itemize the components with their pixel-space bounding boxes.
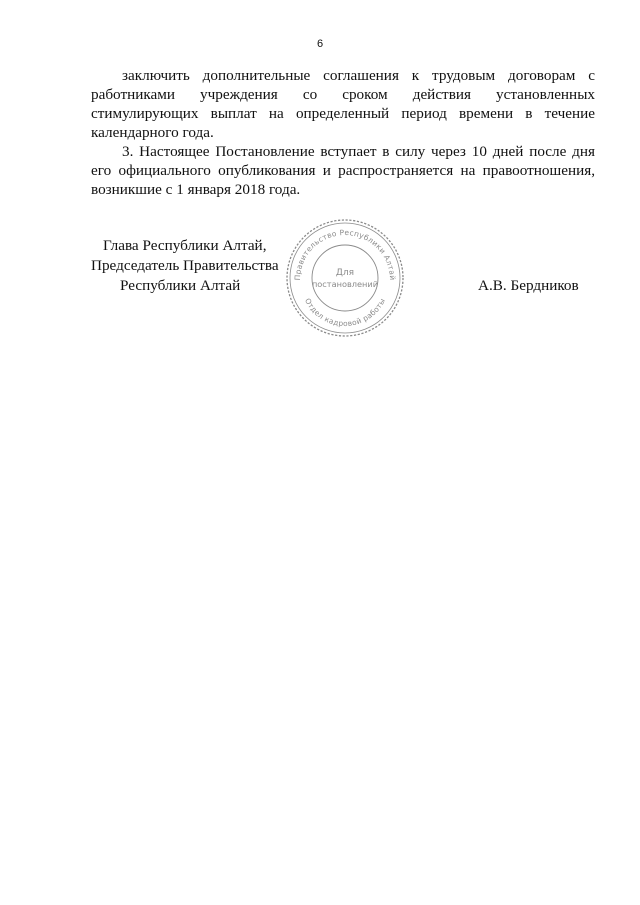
seal-outer-text-bottom: Отдел кадровой работы xyxy=(302,296,388,329)
official-seal-stamp xyxy=(283,216,407,340)
paragraph-continuation: заключить дополнительные соглашения к трудовым договорам с работниками учреждения со сроком действия установленных стимулирующих выплат на определенный период времени в течение календарного года. xyxy=(91,67,595,141)
seal-graphic xyxy=(283,216,407,340)
signer-name: А.В. Бердников xyxy=(478,277,579,294)
page-number: 6 xyxy=(316,38,324,50)
paragraph-item-3: 3. Настоящее Постановление вступает в силу через 10 дней после дня его официального опубликования и распространяется на правоотношения, возникшие с 1 января 2018 года. xyxy=(91,143,595,198)
signature-title-line-2: Председатель Правительства xyxy=(91,257,279,274)
signature-title-line-1: Глава Республики Алтай, xyxy=(103,237,267,254)
seal-center-line-1: Для xyxy=(335,268,355,278)
signature-title-block xyxy=(91,236,279,296)
seal-center-line-2: постановлений xyxy=(311,279,379,289)
signature-title-line-3: Республики Алтай xyxy=(120,277,241,294)
seal-outer-text-top: Правительство Республики Алтай xyxy=(292,227,398,281)
document-body xyxy=(91,66,595,199)
